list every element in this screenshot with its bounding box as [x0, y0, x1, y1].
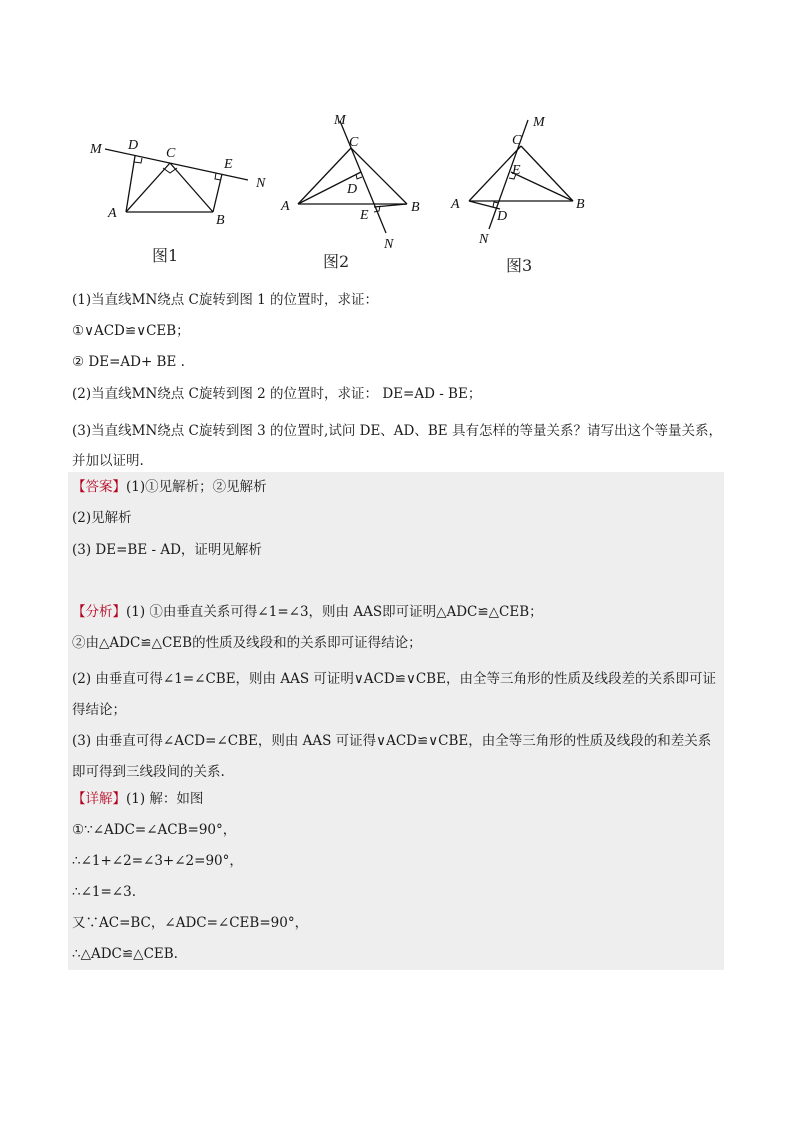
detail-line-1	[72, 789, 203, 809]
label-e: E	[224, 157, 233, 172]
figure-2-caption: 图2	[323, 252, 350, 271]
label-m: M	[334, 113, 346, 128]
segment-bc	[351, 148, 407, 204]
analysis-text-1: (1) ①由垂直关系可得∠1=∠3，则由 AAS即可证明△ADC≌△CEB；	[126, 604, 543, 620]
figure-2	[280, 105, 430, 280]
label-m: M	[90, 142, 102, 157]
label-d: D	[128, 138, 139, 153]
figure-1-caption: 图1	[152, 246, 179, 265]
label-m: M	[533, 115, 545, 130]
segment-ac	[298, 148, 351, 204]
answer-tag: 【答案】	[72, 479, 126, 495]
answer-line-3: (3) DE=BE - AD，证明见解析	[72, 542, 262, 558]
detail-text-1: (1) 解：如图	[126, 791, 204, 807]
detail-tag: 【详解】	[72, 791, 126, 807]
label-c: C	[349, 135, 359, 150]
figure-1	[80, 105, 270, 275]
question-part-1: (1)当直线MN绕点 C旋转到图 1 的位置时，求证：	[72, 292, 379, 308]
analysis-tag: 【分析】	[72, 604, 126, 620]
label-b: B	[411, 200, 420, 215]
analysis-line-3: (2) 由垂直可得∠1=∠CBE，则由 AAS 可证明∨ACD≌∨CBE，由全等三角形的性质及线段差的关系即可证得结论；	[72, 671, 716, 718]
figure-3-diagram	[445, 105, 605, 255]
detail-line-2: ①∵∠ADC=∠ACB=90°，	[72, 822, 237, 838]
label-b: B	[576, 197, 585, 212]
detail-line-5: 又∵AC=BC，∠ADC=∠CEB=90°，	[72, 915, 309, 931]
segment-bc	[521, 146, 573, 201]
label-e: E	[360, 208, 369, 223]
label-a: A	[451, 197, 460, 212]
analysis-line-4: (3) 由垂直可得∠ACD=∠CBE，则由 AAS 可证得∨ACD≌∨CBE，由全等三角形的性质及线段的和差关系即可得到三线段间的关系.	[72, 733, 712, 780]
label-b: B	[216, 213, 225, 228]
question-part-2: (2)当直线MN绕点 C旋转到图 2 的位置时，求证： DE=AD - BE；	[72, 386, 482, 402]
answer-line-1	[72, 477, 267, 497]
answer-line-2: (2)见解析	[72, 510, 132, 526]
label-d: D	[497, 209, 508, 224]
answer-text-1: (1)①见解析；②见解析	[126, 479, 267, 495]
figure-1-diagram	[80, 105, 270, 235]
label-n: N	[384, 237, 394, 252]
label-n: N	[256, 176, 266, 191]
label-n: N	[479, 232, 489, 247]
figure-3	[445, 105, 605, 280]
label-c: C	[512, 133, 522, 148]
detail-line-3: ∴∠1+∠2=∠3+∠2=90°，	[72, 853, 243, 869]
question-part-1a: ①∨ACD≌∨CEB；	[72, 323, 190, 339]
label-d: D	[347, 182, 358, 197]
detail-line-6: ∴△ADC≌△CEB.	[72, 946, 178, 962]
analysis-line-2: ②由△ADC≌△CEB的性质及线段和的关系即可证得结论；	[72, 635, 422, 651]
label-e: E	[512, 163, 521, 178]
question-part-1b: ② DE=AD+ BE .	[72, 354, 185, 370]
figure-3-caption: 图3	[506, 256, 533, 275]
question-part-3: (3)当直线MN绕点 C旋转到图 3 的位置时,试问 DE、AD、BE 具有怎样的等量关系？请写出这个等量关系，并加以证明.	[72, 423, 722, 469]
figures-row	[70, 105, 730, 280]
detail-line-4: ∴∠1=∠3.	[72, 884, 136, 900]
analysis-line-1	[72, 602, 543, 622]
label-a: A	[108, 206, 117, 221]
figure-2-diagram	[280, 105, 430, 255]
label-a: A	[281, 199, 290, 214]
label-c: C	[166, 146, 176, 161]
